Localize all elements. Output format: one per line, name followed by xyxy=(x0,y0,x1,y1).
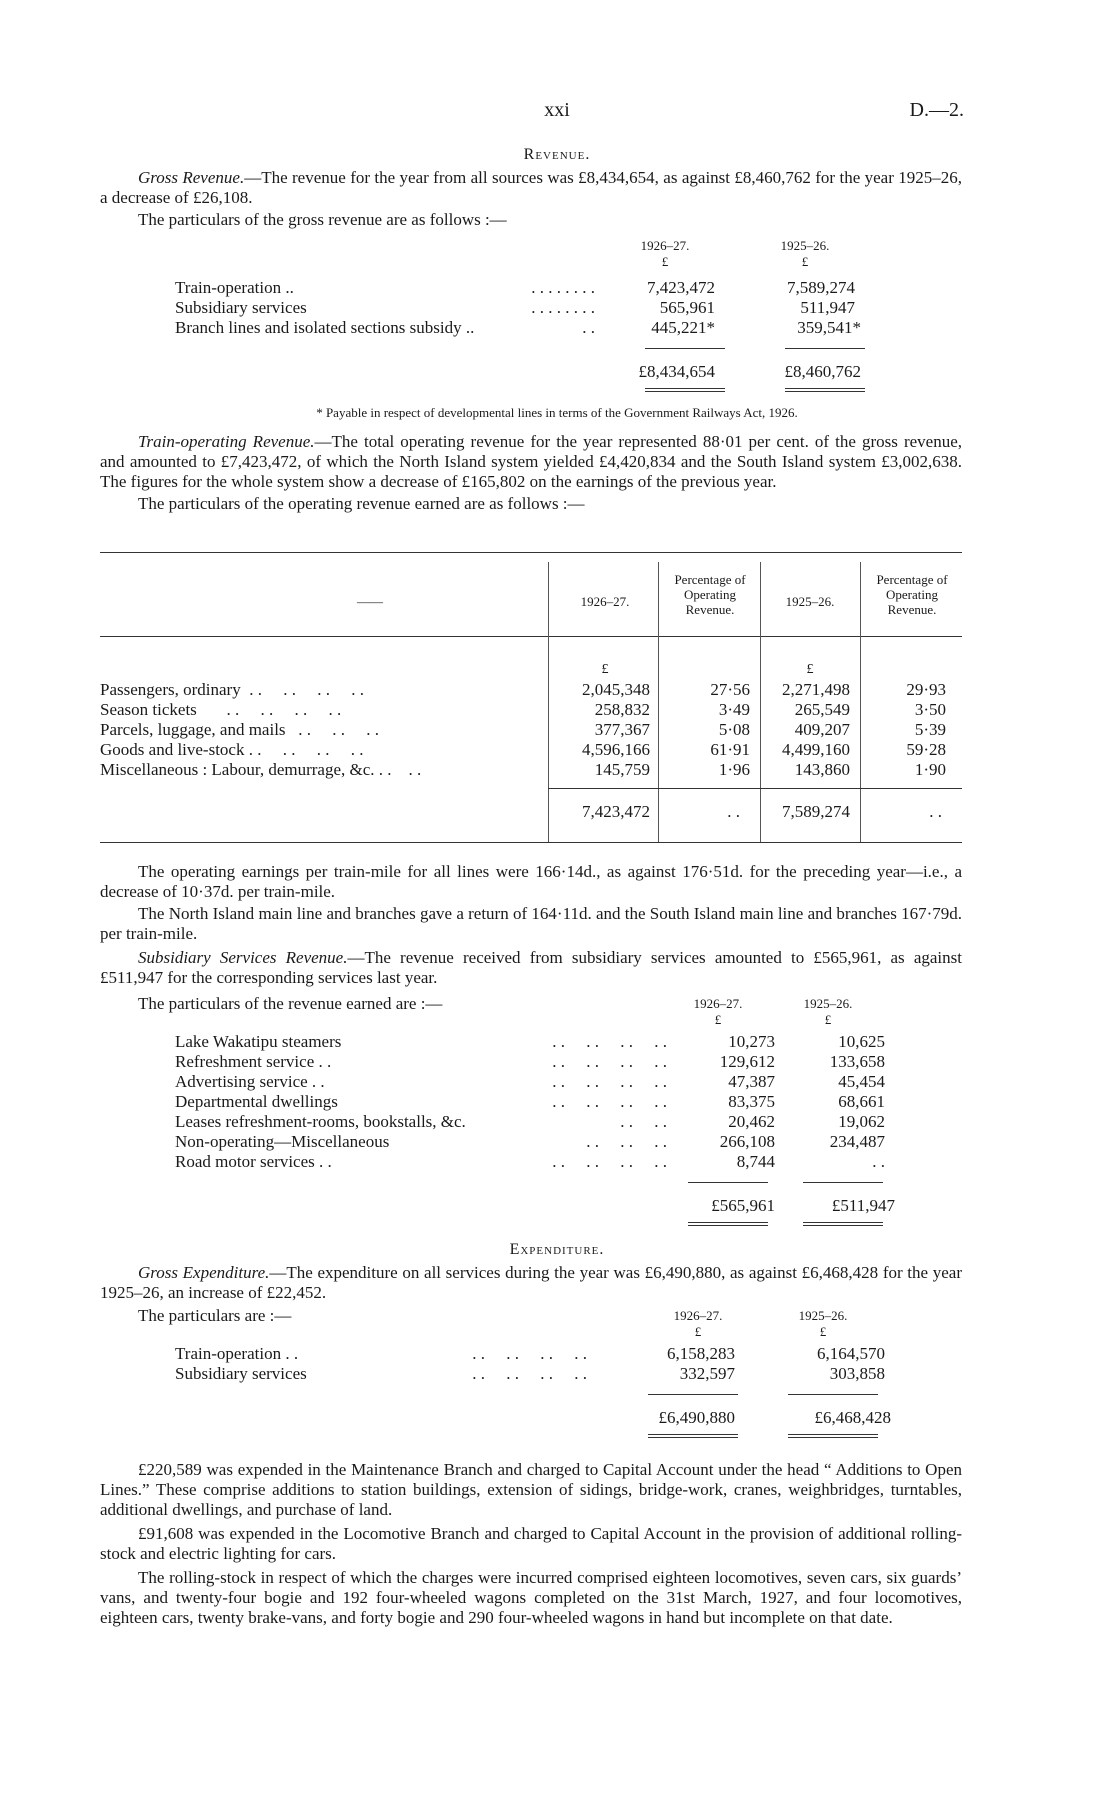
total-row xyxy=(175,1408,898,1428)
sum-rule xyxy=(548,788,962,789)
total-1925: £8,460,762 xyxy=(784,362,861,381)
row-label: Non-operating—Miscellaneous xyxy=(175,1132,390,1151)
gross-revenue-title: Gross Revenue. xyxy=(138,168,245,187)
row-value-1926: 7,423,472 xyxy=(647,278,715,297)
row-pct-1926: 5·08 xyxy=(718,720,750,739)
total-row xyxy=(175,362,895,382)
row-value-1925: 4,499,160 xyxy=(782,740,850,759)
table-row xyxy=(175,278,895,298)
gross-revenue-intro: The particulars of the gross revenue are as follows :— xyxy=(138,210,507,229)
table-row xyxy=(100,680,962,700)
sum-rule xyxy=(803,1182,883,1183)
header-pct-1926: Percentage of Operating Revenue. xyxy=(674,572,746,617)
train-operating-text: —The total operating revenue for the year represented 88·01 per cent. of the gross revenue, and amounted to £7,423,472, of which the North Island system yielded £4,420,834 and the South Island system £3,002,638. The figures for the whole system show a decrease of £165,802 on the earnings of the previous year. xyxy=(100,432,962,491)
table-row xyxy=(175,318,895,338)
row-value-1926: 2,045,348 xyxy=(582,680,650,699)
col-1925: 1925–26. xyxy=(798,1308,848,1323)
row-value-1925: 511,947 xyxy=(800,298,855,317)
column-divider xyxy=(658,562,659,657)
row-value-1925: 133,658 xyxy=(829,1052,885,1071)
double-rule xyxy=(785,388,865,392)
total-1926: £8,434,654 xyxy=(638,362,715,381)
table-row xyxy=(175,1052,898,1072)
table-row xyxy=(175,1152,898,1172)
sum-rule xyxy=(688,1182,768,1183)
double-rule xyxy=(788,1434,878,1438)
row-value-1925: 303,858 xyxy=(829,1364,885,1383)
row-pct-1926: 3·49 xyxy=(718,700,750,719)
row-value-1925: 68,661 xyxy=(838,1092,885,1111)
locomotive-paragraph: £91,608 was expended in the Locomotive Branch and charged to Capital Account in the provision of additional rolling-stock and electric lighting for cars. xyxy=(100,1524,962,1563)
table-row xyxy=(100,720,962,740)
row-value-1926: 377,367 xyxy=(594,720,650,739)
header-rule xyxy=(100,636,962,637)
row-value-1925: 409,207 xyxy=(794,720,850,739)
expenditure-heading: Expenditure. xyxy=(509,1241,605,1258)
header-1925: 1925–26. xyxy=(785,594,835,609)
gross-expenditure-title: Gross Expenditure. xyxy=(138,1263,270,1282)
row-label: Passengers, ordinary . . . . . . . . xyxy=(100,680,364,699)
row-label: Goods and live-stock . . . . . . . . xyxy=(100,740,364,759)
total-1926: £6,490,880 xyxy=(658,1408,735,1427)
row-value-1925: 19,062 xyxy=(838,1112,885,1131)
row-label: Subsidiary services xyxy=(175,1364,307,1383)
table-row xyxy=(175,1032,898,1052)
double-rule xyxy=(803,1222,883,1226)
row-value-1926: 20,462 xyxy=(728,1112,775,1131)
expenditure-intro: The particulars are :— xyxy=(138,1306,292,1325)
row-label: Train-operation .. xyxy=(175,278,294,297)
table-row xyxy=(175,1092,898,1112)
row-value-1925: 6,164,570 xyxy=(817,1344,885,1363)
footnote: * Payable in respect of developmental lines in terms of the Government Railways Act, 1926. xyxy=(316,405,798,420)
unit-1926: £ xyxy=(601,662,609,677)
row-dots: . . . . . . . . xyxy=(552,1032,667,1051)
subsidiary-intro: The particulars of the revenue earned are :— xyxy=(138,994,443,1013)
total-pct-1925: . . xyxy=(929,802,942,821)
row-pct-1925: 5·39 xyxy=(914,720,946,739)
total-1925: £511,947 xyxy=(831,1196,895,1215)
subsidiary-title: Subsidiary Services Revenue. xyxy=(138,948,348,967)
row-pct-1925: 1·90 xyxy=(914,760,946,779)
row-value-1926: 47,387 xyxy=(728,1072,775,1091)
gross-expenditure-text: —The expenditure on all services during the year was £6,490,880, as against £6,468,428 for the year 1925–26, an increase of £22,452. xyxy=(100,1263,962,1302)
revenue-heading: Revenue. xyxy=(523,146,591,163)
table-top-rule xyxy=(100,552,962,553)
row-value-1925: 359,541* xyxy=(797,318,861,337)
row-pct-1926: 1·96 xyxy=(718,760,750,779)
col-1925: 1925–26. xyxy=(803,996,853,1011)
row-dots: . . . . . . . . xyxy=(552,1072,667,1091)
gross-revenue-table xyxy=(175,238,895,398)
unit-1926: £ xyxy=(694,1324,702,1339)
row-dots: . . . . . . . . xyxy=(552,1152,667,1171)
gross-expenditure-paragraph xyxy=(100,1263,962,1305)
row-label: Lake Wakatipu steamers xyxy=(175,1032,342,1051)
gross-revenue-text: —The revenue for the year from all sources was £8,434,654, as against £8,460,762 for the year 1925–26, a decrease of £26,108. xyxy=(100,168,963,207)
row-value-1925: 143,860 xyxy=(794,760,850,779)
row-label: Train-operation . . xyxy=(175,1344,299,1363)
sum-rule xyxy=(788,1394,878,1395)
unit-1926: £ xyxy=(714,1012,722,1027)
row-value-1926: 565,961 xyxy=(659,298,715,317)
total-1926: 7,423,472 xyxy=(582,802,650,821)
unit-1926: £ xyxy=(661,254,669,269)
unit-1925: £ xyxy=(806,662,814,677)
table-row xyxy=(175,1364,898,1384)
row-pct-1925: 59·28 xyxy=(906,740,946,759)
row-pct-1925: 3·50 xyxy=(914,700,946,719)
row-dots: . . . . . . xyxy=(586,1132,667,1151)
row-label: Season tickets . . . . . . . . xyxy=(100,700,342,719)
row-value-1926: 4,596,166 xyxy=(582,740,650,759)
row-dots: . . . . . . . . xyxy=(472,1344,587,1363)
row-label: Miscellaneous : Labour, demurrage, &c. . . . . xyxy=(100,760,422,779)
maintenance-paragraph: £220,589 was expended in the Maintenance Branch and charged to Capital Account under the head “ Additions to Open Lines.” These comprise additions to station buildings, extension of sidings, bridge-work, cranes, weighbridges, turntables, additional dwellings, and purchase of land. xyxy=(100,1460,962,1519)
row-label: Branch lines and isolated sections subsidy .. xyxy=(175,318,475,337)
report-code: D.—2. xyxy=(909,99,964,121)
gross-revenue-paragraph xyxy=(100,168,962,232)
row-dots: . . xyxy=(582,318,595,337)
table-bottom-rule xyxy=(100,842,962,843)
table-row xyxy=(100,760,962,780)
row-value-1926: 10,273 xyxy=(728,1032,775,1051)
table-row xyxy=(175,1072,898,1092)
row-dots: . . . . . . . . xyxy=(531,298,595,317)
row-value-1926: 266,108 xyxy=(719,1132,775,1151)
sum-rule xyxy=(645,348,725,349)
row-value-1926: 332,597 xyxy=(679,1364,735,1383)
col-1926: 1926–27. xyxy=(640,238,690,253)
sum-rule xyxy=(785,348,865,349)
row-label: Refreshment service . . xyxy=(175,1052,332,1071)
row-pct-1926: 27·56 xyxy=(710,680,750,699)
col-1926: 1926–27. xyxy=(693,996,743,1011)
total-1925: £6,468,428 xyxy=(814,1408,891,1427)
row-label: Departmental dwellings xyxy=(175,1092,338,1111)
total-pct-1926: . . xyxy=(727,802,740,821)
operating-revenue-table xyxy=(100,552,962,852)
double-rule xyxy=(645,388,725,392)
header-1926: 1926–27. xyxy=(580,594,630,609)
row-value-1925: 265,549 xyxy=(794,700,850,719)
row-value-1926: 445,221* xyxy=(651,318,715,337)
rolling-stock-paragraph: The rolling-stock in respect of which the charges were incurred comprised eighteen locomotives, seven cars, six guards’ vans, and twenty-four bogie and 192 four-wheeled wagons completed on the 31st March, 1927, and four locomotives, eighteen cars, twenty brake-vans, and forty bogie and 290 four-wheeled wagons in hand but incomplete on that date. xyxy=(100,1568,962,1627)
train-operating-title: Train-operating Revenue. xyxy=(138,432,315,451)
subsidiary-table xyxy=(138,994,898,1234)
page-number: xxi xyxy=(544,99,570,121)
table-row xyxy=(175,1132,898,1152)
row-value-1925: 234,487 xyxy=(829,1132,885,1151)
column-divider xyxy=(548,562,549,657)
total-row xyxy=(100,802,962,822)
total-1926: £565,961 xyxy=(711,1196,775,1215)
double-rule xyxy=(688,1222,768,1226)
earnings-paragraph-1: The operating earnings per train-mile for all lines were 166·14d., as against 176·51d. for the preceding year—i.e., a decrease of 10·37d. per train-mile. xyxy=(100,862,962,901)
total-1925: 7,589,274 xyxy=(782,802,850,821)
row-value-1925: 45,454 xyxy=(838,1072,885,1091)
row-dots: . . . . . . . . xyxy=(531,278,595,297)
row-value-1926: 6,158,283 xyxy=(667,1344,735,1363)
row-value-1925: . . xyxy=(872,1152,885,1171)
row-value-1925: 7,589,274 xyxy=(787,278,855,297)
unit-1925: £ xyxy=(819,1324,827,1339)
expenditure-table xyxy=(138,1306,898,1446)
unit-1925: £ xyxy=(824,1012,832,1027)
column-divider xyxy=(760,562,761,657)
table-row xyxy=(175,1344,898,1364)
train-operating-paragraph xyxy=(100,432,962,516)
total-row xyxy=(175,1196,898,1216)
earnings-paragraphs xyxy=(100,862,962,990)
header-pct-1925: Percentage of Operating Revenue. xyxy=(876,572,948,617)
row-value-1926: 129,612 xyxy=(719,1052,775,1071)
train-operating-intro: The particulars of the operating revenue earned are as follows :— xyxy=(138,494,585,513)
table-row xyxy=(100,740,962,760)
column-divider xyxy=(860,562,861,657)
row-label: Advertising service . . xyxy=(175,1072,325,1091)
blank-header: —— xyxy=(357,594,383,609)
row-label: Parcels, luggage, and mails . . . . . . xyxy=(100,720,380,739)
row-value-1926: 8,744 xyxy=(736,1152,775,1171)
col-1925: 1925–26. xyxy=(780,238,830,253)
row-dots: . . . . . . . . xyxy=(552,1052,667,1071)
row-dots: . . . . . . . . xyxy=(552,1092,667,1111)
row-value-1926: 145,759 xyxy=(594,760,650,779)
row-label: Subsidiary services xyxy=(175,298,307,317)
row-value-1926: 258,832 xyxy=(594,700,650,719)
row-pct-1925: 29·93 xyxy=(906,680,946,699)
double-rule xyxy=(648,1434,738,1438)
table-row xyxy=(175,298,895,318)
subsidiary-text: —The revenue received from subsidiary services amounted to £565,961, as against £511,947 for the corresponding services last year. xyxy=(100,948,962,987)
unit-1925: £ xyxy=(801,254,809,269)
earnings-paragraph-2: The North Island main line and branches gave a return of 164·11d. and the South Island main line and branches 167·79d. per train-mile. xyxy=(100,904,962,943)
row-value-1925: 10,625 xyxy=(838,1032,885,1051)
col-1926: 1926–27. xyxy=(673,1308,723,1323)
row-dots: . . . . . . . . xyxy=(472,1364,587,1383)
row-pct-1926: 61·91 xyxy=(710,740,750,759)
row-value-1926: 83,375 xyxy=(728,1092,775,1111)
sum-rule xyxy=(648,1394,738,1395)
table-row xyxy=(175,1112,898,1132)
table-row xyxy=(100,700,962,720)
row-value-1925: 2,271,498 xyxy=(782,680,850,699)
row-label: Road motor services . . xyxy=(175,1152,332,1171)
row-label: Leases refreshment-rooms, bookstalls, &c. xyxy=(175,1112,466,1131)
row-dots: . . . . xyxy=(620,1112,667,1131)
expenditure-paragraphs xyxy=(100,1460,962,1630)
